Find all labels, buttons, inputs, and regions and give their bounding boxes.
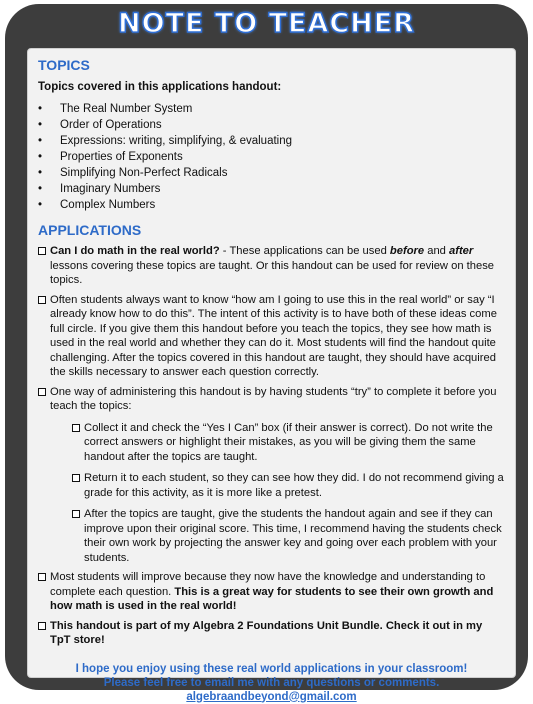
- checkbox-icon: [72, 474, 80, 482]
- sub-step-return: Return it to each student, so they can see how they did. I do not recommend giving a grade for this activity, as it is more like a pretest.: [72, 471, 505, 500]
- checkbox-icon: [38, 296, 46, 304]
- checkbox-icon: [38, 622, 46, 630]
- topics-heading: TOPICS: [38, 57, 90, 73]
- list-item: • Expressions: writing, simplifying, & evaluating: [38, 135, 293, 147]
- checkbox-icon: [72, 424, 80, 432]
- note-frame: [5, 4, 528, 703]
- list-item: • The Real Number System: [38, 103, 193, 115]
- list-item: • Properties of Exponents: [38, 151, 183, 163]
- closing-line-1: I hope you enjoy using these real world applications in your classroom!: [75, 662, 468, 675]
- paragraph-real-world: Can I do math in the real world? - These applications can be used before and after lessons covering these topics are taught. Or this handout can be used for review on these topics.: [38, 244, 505, 288]
- applications-heading: APPLICATIONS: [38, 222, 142, 238]
- sub-step-collect: Collect it and check the “Yes I Can” box (if their answer is correct). Do not write the correct answers or highlight their mistakes, as you will be giving them the same handout after the topics are taught.: [72, 421, 505, 465]
- list-item: • Order of Operations: [38, 119, 162, 131]
- list-item: • Simplifying Non-Perfect Radicals: [38, 167, 228, 179]
- closing-message: [38, 662, 505, 704]
- paragraph-improve: Most students will improve because they now have the knowledge and understanding to complete each question. This is a great way for students to see their own growth and how math is used in the real world!: [38, 570, 505, 614]
- topics-intro: Topics covered in this applications handout:: [38, 81, 282, 93]
- content-panel: [27, 48, 516, 703]
- closing-line-2: Please feel free to email me with any questions or comments.: [103, 676, 440, 689]
- checkbox-icon: [38, 573, 46, 581]
- email-link[interactable]: algebraandbeyond@gmail.com: [186, 690, 357, 703]
- page-title: NOTE TO TEACHER: [118, 8, 415, 39]
- list-item: • Complex Numbers: [38, 199, 156, 211]
- checkbox-icon: [38, 388, 46, 396]
- checkbox-icon: [38, 247, 46, 255]
- topics-list: [38, 101, 505, 213]
- paragraph-intent: Often students always want to know “how am I going to use this in the real world” or say “I already know how to do this”. The intent of this activity is to have both of these ideas come full circle. If you give them this handout before you teach the topics, they see how math is used in the real world and whether they can do it. Most students will find the handout quite challenging. After the topics covered in this handout are taught, they should have acquired the skills necessary to answer each question correctly.: [38, 293, 505, 380]
- paragraph-bundle: This handout is part of my Algebra 2 Foundations Unit Bundle. Check it out in my TpT store!: [38, 619, 505, 648]
- checkbox-icon: [72, 510, 80, 518]
- list-item: • Imaginary Numbers: [38, 183, 161, 195]
- sub-step-after: After the topics are taught, give the students the handout again and see if they can improve upon their original score. This time, I recommend having the students check their own work by projecting the answer key and going over each problem with your students.: [72, 507, 505, 565]
- paragraph-administering: One way of administering this handout is by having students “try” to complete it before you teach the topics:: [38, 385, 505, 414]
